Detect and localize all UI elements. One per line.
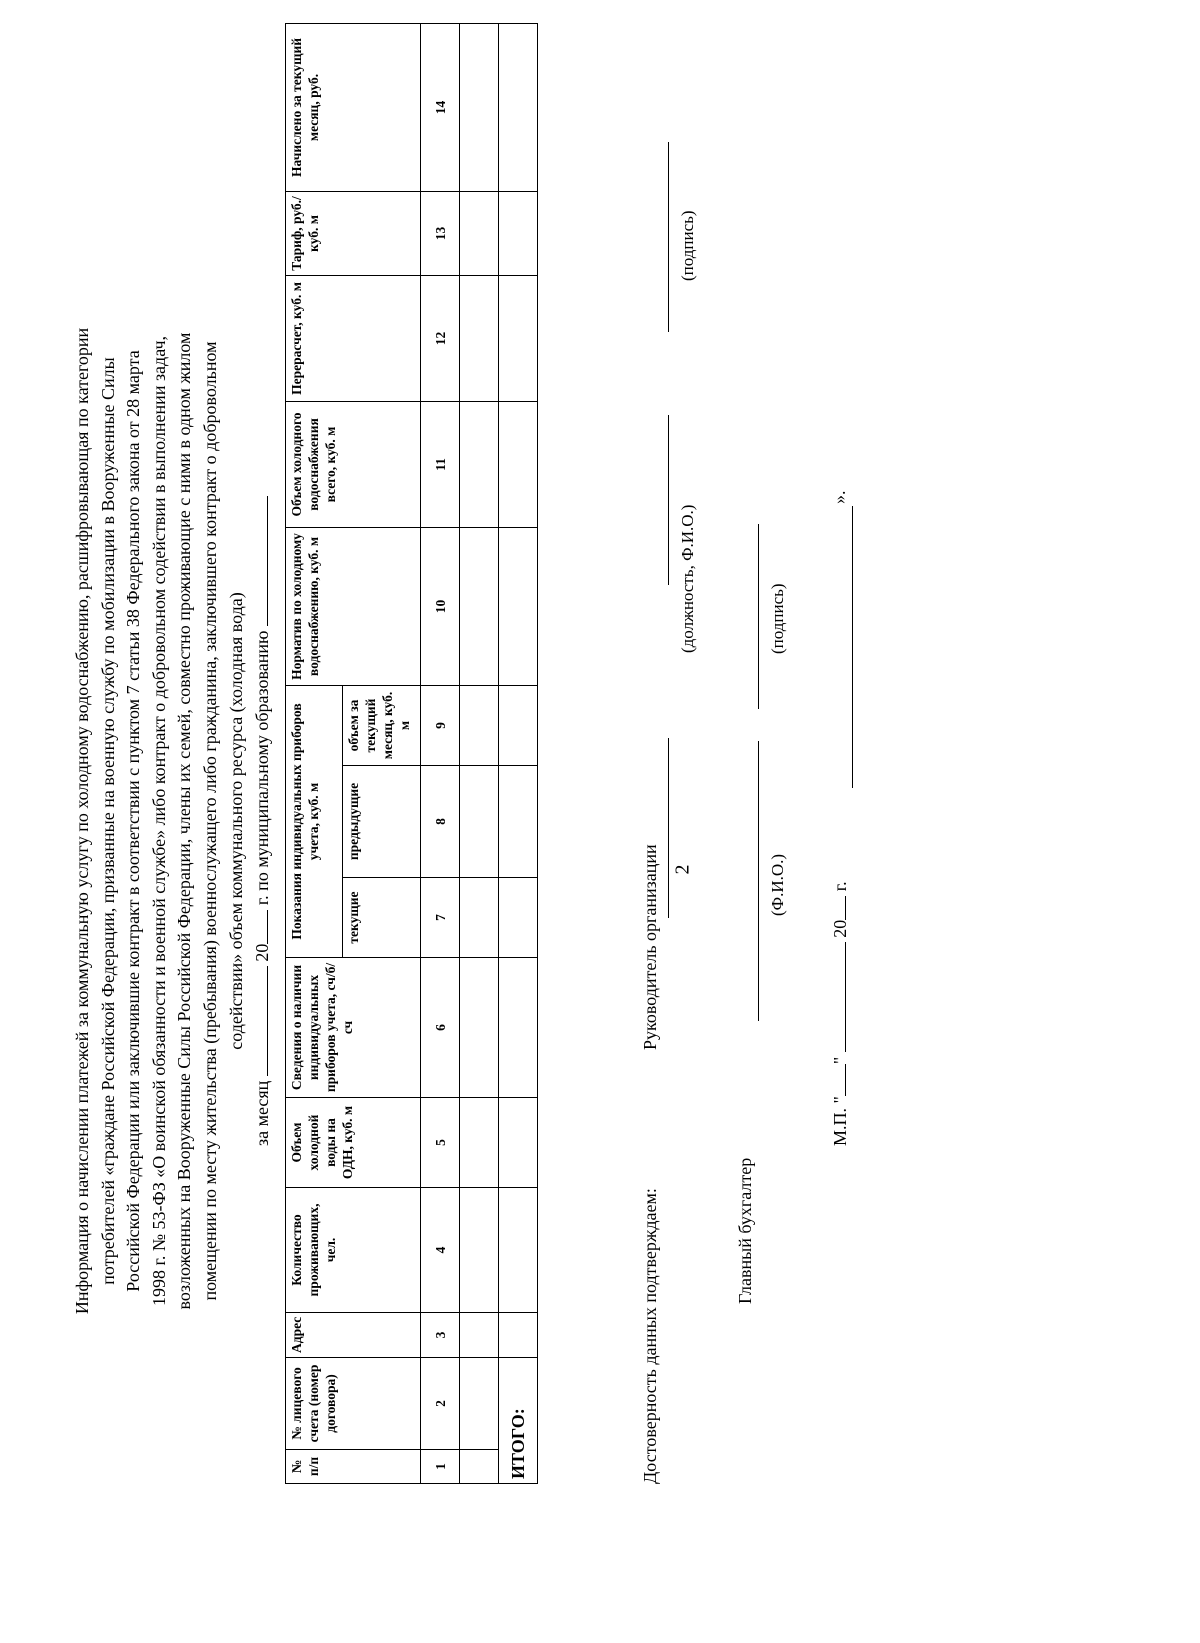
charges-table <box>285 23 538 1484</box>
municipality-label: г. по муниципальному образованию <box>252 630 272 906</box>
month-blank[interactable] <box>251 966 268 1076</box>
head-sign-line[interactable] <box>668 142 669 332</box>
table-cell[interactable] <box>460 527 499 685</box>
month-label: за месяц <box>252 1080 272 1147</box>
table-cell[interactable] <box>499 23 538 191</box>
column-number: 7 <box>421 878 460 958</box>
subheader: текущие <box>343 878 421 958</box>
accountant-sign-line[interactable] <box>758 524 759 709</box>
column-number: 13 <box>421 191 460 275</box>
page-number: 2 <box>671 864 694 875</box>
table-cell[interactable] <box>499 766 538 878</box>
subheader: объем за текущий месяц, куб. м <box>343 685 421 765</box>
title-line: содействии» объем коммунального ресурса (холодная вода) <box>225 592 246 1050</box>
table-cell[interactable] <box>460 878 499 958</box>
table-cell[interactable] <box>460 958 499 1098</box>
table-cell[interactable] <box>460 23 499 191</box>
column-number: 5 <box>421 1098 460 1188</box>
title-line: потребителей «граждане Российской Федерации, призванные на военную службу по мобилизации в Вооруженные Силы <box>97 357 118 1285</box>
total-label: ИТОГО: <box>499 1358 538 1484</box>
col-header: № п/п <box>286 1450 421 1484</box>
col-header: Сведения о наличии индивидуальных приборов учета, сч/б/сч <box>286 958 421 1098</box>
document-title <box>70 41 249 1601</box>
table-cell[interactable] <box>499 191 538 275</box>
month-blank-signature[interactable] <box>829 942 846 1052</box>
column-number-row <box>421 23 460 1483</box>
table-cell[interactable] <box>460 191 499 275</box>
column-number: 3 <box>421 1313 460 1358</box>
column-number: 10 <box>421 527 460 685</box>
table-cell[interactable] <box>460 401 499 527</box>
title-line: возложенных на Вооруженные Силы Российской Федерации, члены их семей, совместно проживающие с ними в одном жилом <box>174 332 195 1310</box>
empty-data-row <box>460 23 499 1483</box>
accountant-signature-hint: (подпись) <box>768 583 787 654</box>
col-header: № лицевого счета (номер договора) <box>286 1358 421 1450</box>
column-number: 6 <box>421 958 460 1098</box>
header-row <box>286 23 343 1483</box>
table-cell[interactable] <box>460 766 499 878</box>
head-signature-line[interactable] <box>668 738 669 918</box>
table-cell[interactable] <box>460 685 499 765</box>
col-header: Перерасчет, куб. м <box>286 275 421 401</box>
closing-line[interactable] <box>852 506 853 788</box>
year-blank-signature[interactable] <box>829 896 846 920</box>
closing-quote: ». <box>829 490 849 504</box>
table-cell[interactable] <box>460 275 499 401</box>
col-header: Объем холодной воды на ОДН, куб. м <box>286 1098 421 1188</box>
signature-hint: (подпись) <box>678 210 697 281</box>
table-cell[interactable] <box>499 958 538 1098</box>
column-number: 12 <box>421 275 460 401</box>
title-line: Российской Федерации или заключившие контракт в соответствии с пунктом 7 статьи 38 Федерального закона от 28 марта <box>123 350 144 1292</box>
accountant-fio-line[interactable] <box>758 741 759 1021</box>
title-line: помещении по месту жительства (пребывания) военнослужащего либо гражданина, заключившего контракт о добровольном <box>199 341 220 1301</box>
head-position-line[interactable] <box>668 415 669 585</box>
col-header: Тариф, руб./куб. м <box>286 191 421 275</box>
municipality-blank[interactable] <box>251 496 268 626</box>
table-cell[interactable] <box>460 1358 499 1450</box>
mp-label: М.П. " <box>830 1096 850 1146</box>
title-line: Информация о начислении платежей за коммунальную услугу по холодному водоснабжению, расшифровывающая по категории <box>72 327 92 1315</box>
table-cell[interactable] <box>499 1188 538 1313</box>
reporting-period-line <box>251 41 273 1601</box>
year-prefix-signature: 20 <box>830 919 850 938</box>
col-header: Норматив по холодному водоснабжению, куб. м <box>286 527 421 685</box>
table-cell[interactable] <box>499 401 538 527</box>
column-number: 8 <box>421 766 460 878</box>
col-header: Показания индивидуальных приборов учета, куб. м <box>286 685 343 957</box>
year-suffix: г. <box>830 881 850 892</box>
column-number: 4 <box>421 1188 460 1313</box>
col-header: Объем холодного водоснабжения всего, куб. м <box>286 401 421 527</box>
table-cell[interactable] <box>499 275 538 401</box>
table-cell[interactable] <box>460 1313 499 1358</box>
column-number: 2 <box>421 1358 460 1450</box>
col-header: Количество проживающих, чел. <box>286 1188 421 1313</box>
mp-quote: " <box>830 1056 850 1065</box>
position-fio-hint: (должность, Ф.И.О.) <box>678 504 697 653</box>
chief-accountant-label: Главный бухгалтер <box>735 1157 755 1304</box>
table-cell[interactable] <box>499 685 538 765</box>
table-cell[interactable] <box>499 878 538 958</box>
column-number: 11 <box>421 401 460 527</box>
title-line: 1998 г. № 53-ФЗ «О воинской обязанности и военной службе» либо контракт о добровольном содействии в выполнении задач, <box>148 335 169 1307</box>
table-cell[interactable] <box>460 1188 499 1313</box>
head-of-organization-label: Руководитель организации <box>640 844 660 1050</box>
col-header: Адрес <box>286 1313 421 1358</box>
confirmation-label: Достоверность данных подтверждаем: <box>640 1188 660 1484</box>
year-blank[interactable] <box>251 910 268 944</box>
rotated-page <box>70 37 1130 1601</box>
day-blank[interactable] <box>829 1064 846 1096</box>
table-cell[interactable] <box>460 1098 499 1188</box>
table-cell[interactable] <box>460 1450 499 1484</box>
year-prefix: 20 <box>252 943 272 962</box>
subheader: предыдущие <box>343 766 421 878</box>
table-cell[interactable] <box>499 527 538 685</box>
column-number: 1 <box>421 1450 460 1484</box>
table-cell[interactable] <box>499 1313 538 1358</box>
column-number: 9 <box>421 685 460 765</box>
fio-hint: (Ф.И.О.) <box>768 853 787 916</box>
col-header: Начислено за текущий месяц, руб. <box>286 23 421 191</box>
total-row <box>499 23 538 1483</box>
column-number: 14 <box>421 23 460 191</box>
stamp-date-line <box>829 881 851 1146</box>
table-cell[interactable] <box>499 1098 538 1188</box>
